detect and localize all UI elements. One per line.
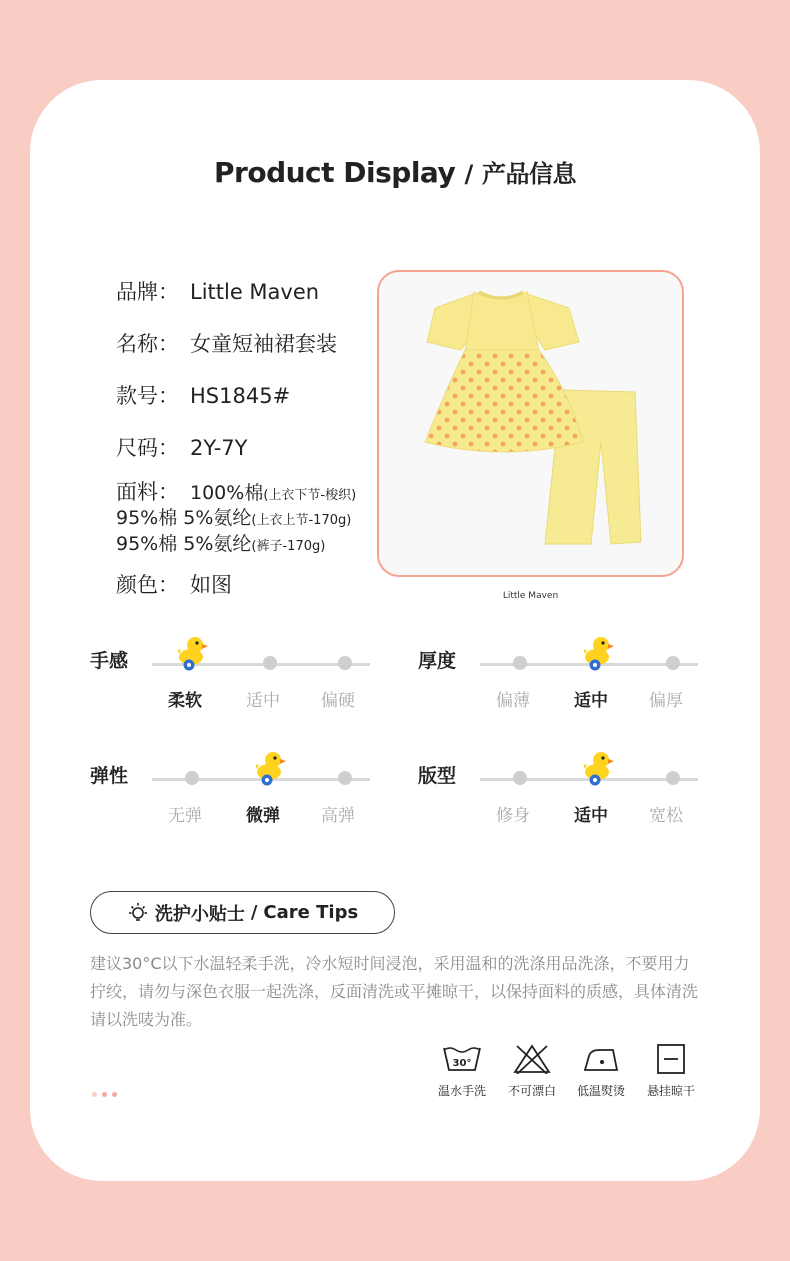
fabric-1-value: 100%棉 <box>190 482 264 504</box>
name-value: 女童短袖裙套装 <box>190 332 337 356</box>
fabric-2-value: 95%棉 5%氨纶 <box>116 507 252 529</box>
brand-label: 品牌： <box>116 280 179 304</box>
scale-name: 厚度 <box>418 650 457 672</box>
wash-30-icon <box>442 1044 482 1074</box>
scale-option: 高弹 <box>321 806 355 826</box>
style-label: 款号： <box>116 384 179 408</box>
scale-option: 适中 <box>574 691 608 711</box>
scale-option: 修身 <box>496 806 530 826</box>
scale-name: 弹性 <box>90 765 129 787</box>
brand-row <box>116 276 319 306</box>
title-cn: 产品信息 <box>481 160 576 188</box>
color-row <box>116 569 232 599</box>
lightbulb-icon <box>127 902 149 924</box>
scale-name: 手感 <box>90 650 129 672</box>
scale-option: 偏薄 <box>496 691 530 711</box>
care-instructions: 建议30°C以下水温轻柔手洗，冷水短时间浸泡，采用温和的洗涤用品洗涤，不要用力拧绞，请勿与深色衣服一起洗涤，反面清洗或平摊晾干，以保持面料的质感，具体清洗请以洗唛为准。 <box>90 954 699 1029</box>
fabric-row-3 <box>116 529 325 556</box>
scale-option: 偏厚 <box>649 691 683 711</box>
scale-dot <box>338 771 352 785</box>
page-title <box>0 154 790 189</box>
care-label: 悬挂晾干 <box>646 1084 695 1098</box>
style-row <box>116 380 290 410</box>
care-symbol-hand-wash <box>427 1044 497 1099</box>
care-symbol-no-bleach <box>497 1044 567 1099</box>
fabric-1-note: (上衣下节-梭织) <box>263 488 357 503</box>
scale-dot <box>185 771 199 785</box>
care-tips-en: Care Tips <box>263 902 359 923</box>
scale-dot <box>338 656 352 670</box>
name-label: 名称： <box>116 332 179 356</box>
scale-dot <box>666 771 680 785</box>
scale-thickness <box>418 646 738 736</box>
care-label: 低温熨烫 <box>576 1084 625 1098</box>
scale-dot <box>513 771 527 785</box>
fabric-3-note: (裤子-170g) <box>251 539 326 554</box>
scale-option: 适中 <box>574 806 608 826</box>
duck-marker-icon <box>175 634 209 672</box>
fabric-row-1 <box>116 476 356 506</box>
fabric-label: 面料： <box>116 480 179 504</box>
brand-value: Little Maven <box>190 280 320 304</box>
scale-elasticity <box>90 761 410 851</box>
size-row <box>116 432 247 462</box>
care-symbol-low-iron <box>566 1044 636 1099</box>
scale-option: 偏硬 <box>321 691 355 711</box>
scale-option: 适中 <box>246 691 280 711</box>
scale-option: 柔软 <box>168 691 202 711</box>
size-label: 尺码： <box>116 436 179 460</box>
scale-name: 版型 <box>418 765 457 787</box>
photo-caption: Little Maven <box>502 591 559 601</box>
care-tips-badge <box>90 891 395 934</box>
duck-marker-icon <box>581 749 615 787</box>
care-tips-cn: 洗护小贴士 <box>154 903 245 925</box>
care-label: 不可漂白 <box>507 1084 556 1098</box>
color-value: 如图 <box>190 573 232 597</box>
decorative-dots <box>92 1092 117 1097</box>
scale-dot <box>263 656 277 670</box>
fabric-row-2 <box>116 503 351 530</box>
scale-option: 无弹 <box>168 806 202 826</box>
scale-dot <box>513 656 527 670</box>
wash-temp: 30° <box>452 1058 472 1069</box>
dot <box>102 1092 107 1097</box>
no-bleach-icon <box>512 1044 552 1074</box>
style-value: HS1845# <box>190 384 291 408</box>
care-label: 温水手洗 <box>437 1084 486 1098</box>
product-photo <box>377 270 684 577</box>
care-symbol-hang-dry <box>636 1044 706 1099</box>
scale-hand-feel <box>90 646 410 736</box>
scale-fit <box>418 761 738 851</box>
name-row <box>116 328 337 358</box>
color-label: 颜色： <box>116 573 179 597</box>
scale-option: 宽松 <box>649 806 683 826</box>
scale-option: 微弹 <box>246 806 280 826</box>
fabric-3-value: 95%棉 5%氨纶 <box>116 533 252 555</box>
dot <box>112 1092 117 1097</box>
fabric-2-note: (上衣上节-170g) <box>251 513 352 528</box>
dot <box>92 1092 97 1097</box>
outfit-illustration <box>379 272 682 575</box>
hang-dry-icon <box>651 1044 691 1074</box>
scale-dot <box>666 656 680 670</box>
title-separator: / <box>464 160 473 188</box>
low-iron-icon <box>581 1044 621 1074</box>
size-value: 2Y-7Y <box>190 436 248 460</box>
duck-marker-icon <box>581 634 615 672</box>
care-tips-sep: / <box>250 902 258 923</box>
duck-marker-icon <box>253 749 287 787</box>
title-en: Product Display <box>214 156 456 189</box>
